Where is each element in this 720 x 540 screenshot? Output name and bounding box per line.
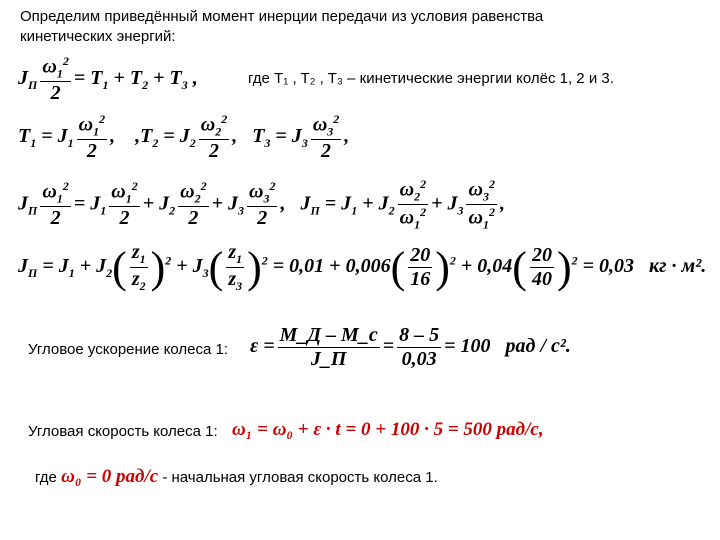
- initial-speed-line: [35, 468, 438, 487]
- intro-line-2: кинетических энергий:: [20, 28, 176, 45]
- accel-result: = 100: [444, 335, 491, 358]
- angular-speed-label: Угловая скорость колеса 1:: [28, 423, 218, 440]
- accel-denominator-values: 0,03: [401, 348, 437, 370]
- initial-suffix: - начальная угловая скорость колеса 1.: [162, 469, 438, 486]
- numeric-result-equation: $J_П = J_1 + J_2$( $\frac{z_1}{z_2}$ )$^2 + J_3$( $\frac{z_1}{z_3}$ )$^2$ = 0,01 + 0,006( $\frac{20}{16}$ )$^2$ + 0,04( $\frac{20}{40}$ )$^2$ = 0,03 кг · м².: [18, 241, 707, 293]
- result-units: кг · м².: [649, 255, 707, 278]
- intro-line-1: Определим приведённый момент инерции передачи из условия равенства: [20, 8, 544, 25]
- accel-numerator: M_Д – M_c: [279, 324, 378, 346]
- reduced-moment-equation: $J_П$ $\frac{\omega_1^2}{2}$ = $J_1$ $\frac{\omega_1^2}{2}$ + $J_2$ $\frac{\omega_2^2}{2}$ + $J_3$ $\frac{\omega_3^2}{2}$ , $J_П = J_1 + J_2$ $\frac{\omega_2^2}{\omega_1^2}$ + $J_3$ $\frac{\omega_3^2}{\omega_1^2}$ ,: [18, 177, 505, 232]
- energy-where-text: где T₁ , T₂ , T₃ – кинетические энергии колёс 1, 2 и 3.: [248, 70, 614, 87]
- accel-denominator: J_П: [310, 348, 347, 370]
- initial-prefix: где: [35, 469, 57, 486]
- energy-balance-equation: $J_П$ $\frac{\omega_1^2}{2}$ = $T_1 + T_2 + T_3$ ,: [18, 54, 198, 105]
- kinetic-energy-definitions: $T_1 = J_1$ $\frac{\omega_1^2}{2}$ , $,T_2 = J_2$ $\frac{\omega_2^2}{2}$ , $T_3 = J_3$ $\frac{\omega_3^2}{2}$ ,: [18, 112, 350, 163]
- angular-accel-label: Угловое ускорение колеса 1:: [28, 341, 229, 358]
- accel-numerator-values: 8 – 5: [399, 324, 440, 346]
- accel-unit: рад / с².: [505, 335, 571, 358]
- initial-formula: ω₀ = 0 рад/с: [61, 466, 159, 487]
- angular-speed-formula: ω₁ = ω₀ + ε · t = 0 + 100 · 5 = 500 рад/с,: [232, 419, 544, 440]
- angular-accel-formula: ε = $\frac{M\_Д - M\_c}{J\_П}$ = $\frac{8 - 5}{0,03}$ = 100 рад / с².: [250, 324, 571, 370]
